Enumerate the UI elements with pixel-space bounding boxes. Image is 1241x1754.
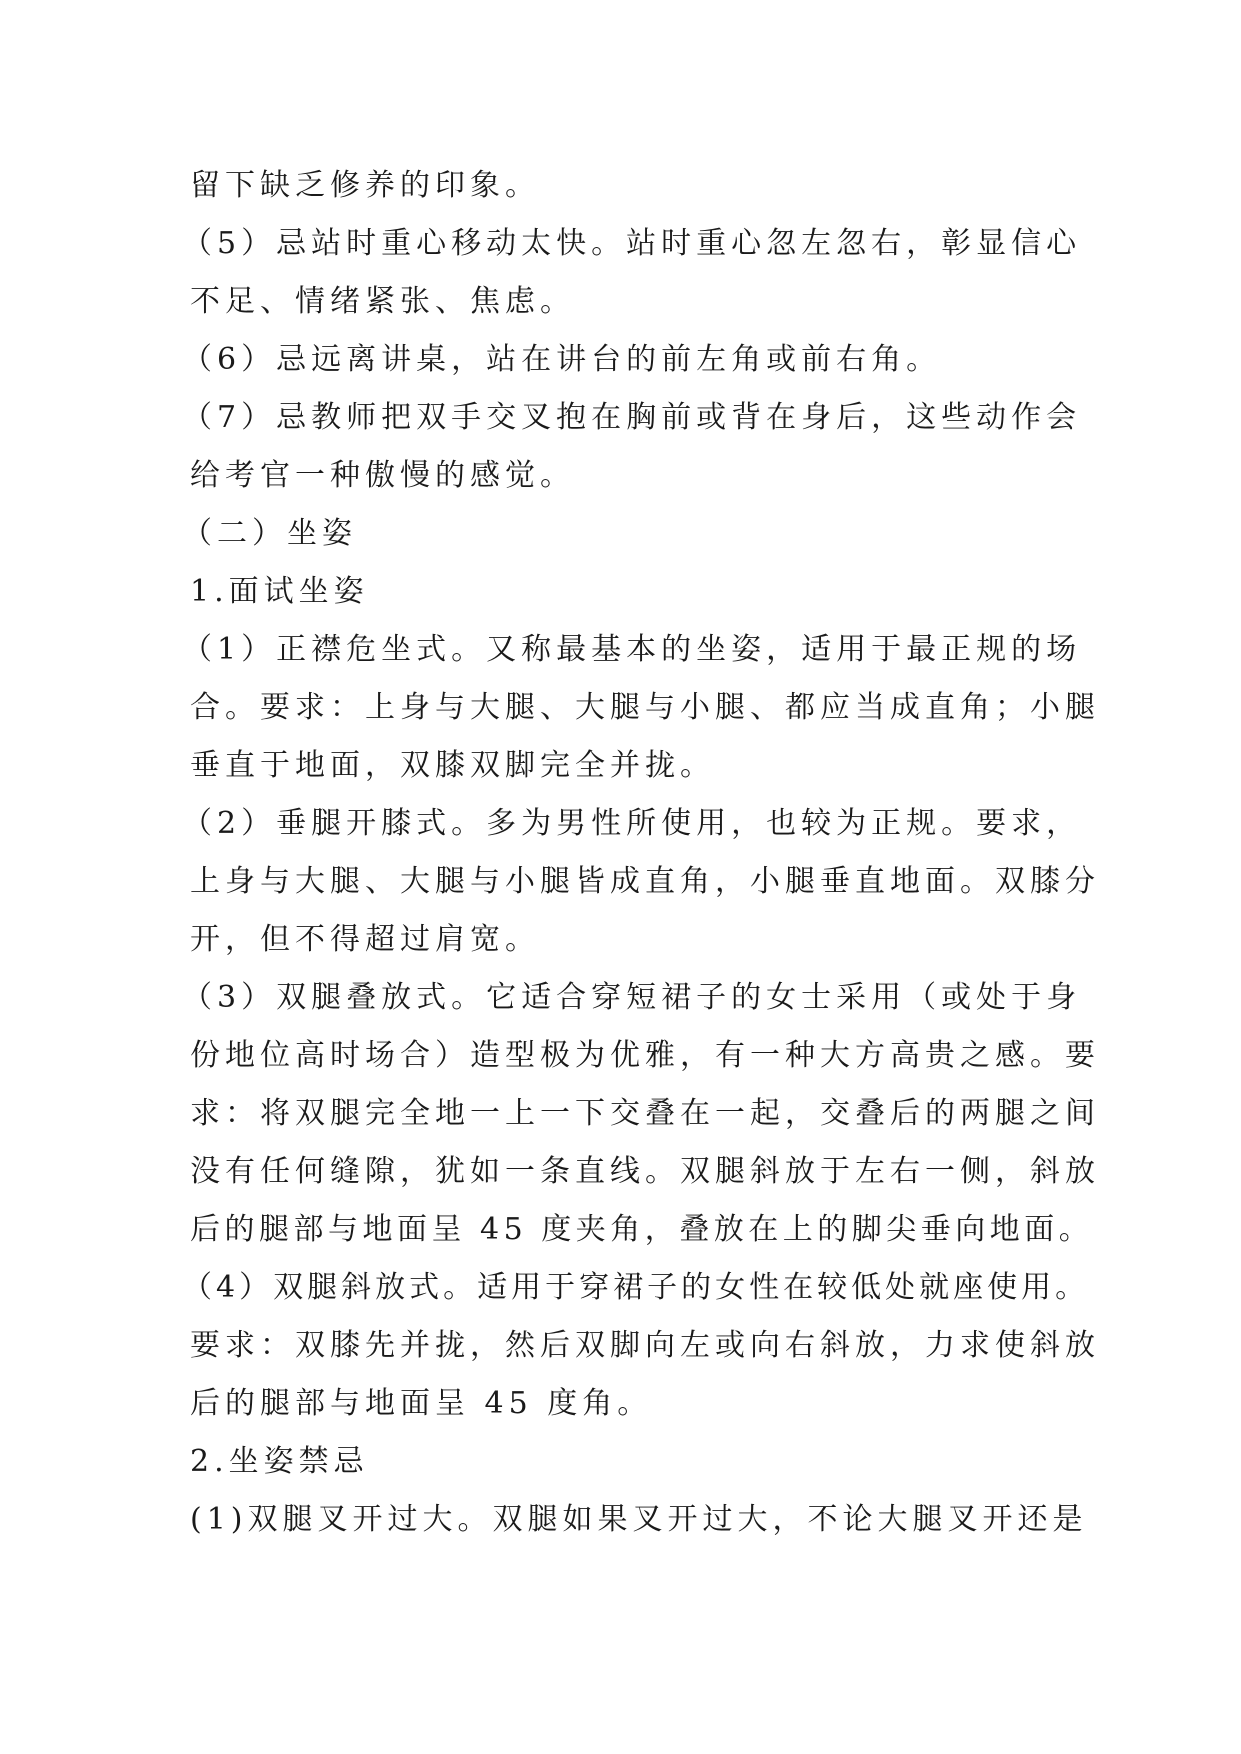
text-line: (1)双腿叉开过大。双腿如果叉开过大，不论大腿叉开还是 (190, 1502, 1088, 1537)
text-line: 合。要求：上身与大腿、大腿与小腿、都应当成直角；小腿 (190, 690, 1100, 725)
text-line: （5）忌站时重心移动太快。站时重心忽左忽右，彰显信心 (182, 226, 1082, 261)
text-line: 上身与大腿、大腿与小腿皆成直角，小腿垂直地面。双膝分 (190, 864, 1100, 899)
section-heading: （二）坐姿 (182, 516, 357, 551)
text-line: 给考官一种傲慢的感觉。 (190, 458, 575, 493)
text-line: （3）双腿叠放式。它适合穿短裙子的女士采用（或处于身 (182, 980, 1082, 1015)
text-line: （2）垂腿开膝式。多为男性所使用，也较为正规。要求， (182, 806, 1082, 841)
text-line: 份地位高时场合）造型极为优雅，有一种大方高贵之感。要 (190, 1038, 1100, 1073)
text-line: 开，但不得超过肩宽。 (190, 922, 540, 957)
text-line: 垂直于地面，双膝双脚完全并拢。 (190, 748, 715, 783)
text-line: 求：将双腿完全地一上一下交叠在一起，交叠后的两腿之间 (190, 1096, 1100, 1131)
text-line: 没有任何缝隙，犹如一条直线。双腿斜放于左右一侧，斜放 (190, 1154, 1100, 1189)
text-line: （4）双腿斜放式。适用于穿裙子的女性在较低处就座使用。 (182, 1270, 1090, 1305)
text-line: （1）正襟危坐式。又称最基本的坐姿，适用于最正规的场 (182, 632, 1082, 667)
subsection-heading: 2.坐姿禁忌 (190, 1444, 369, 1479)
text-line: 后的腿部与地面呈 45 度夹角，叠放在上的脚尖垂向地面。 (190, 1212, 1094, 1247)
text-line: 留下缺乏修养的印象。 (190, 168, 540, 203)
text-line: （6）忌远离讲桌，站在讲台的前左角或前右角。 (182, 342, 942, 377)
text-line: 不足、情绪紧张、焦虑。 (190, 284, 575, 319)
subsection-heading: 1.面试坐姿 (190, 574, 369, 609)
text-line: 要求：双膝先并拢，然后双脚向左或向右斜放，力求使斜放 (190, 1328, 1100, 1363)
text-line: 后的腿部与地面呈 45 度角。 (190, 1386, 653, 1421)
text-line: （7）忌教师把双手交叉抱在胸前或背在身后，这些动作会 (182, 400, 1082, 435)
